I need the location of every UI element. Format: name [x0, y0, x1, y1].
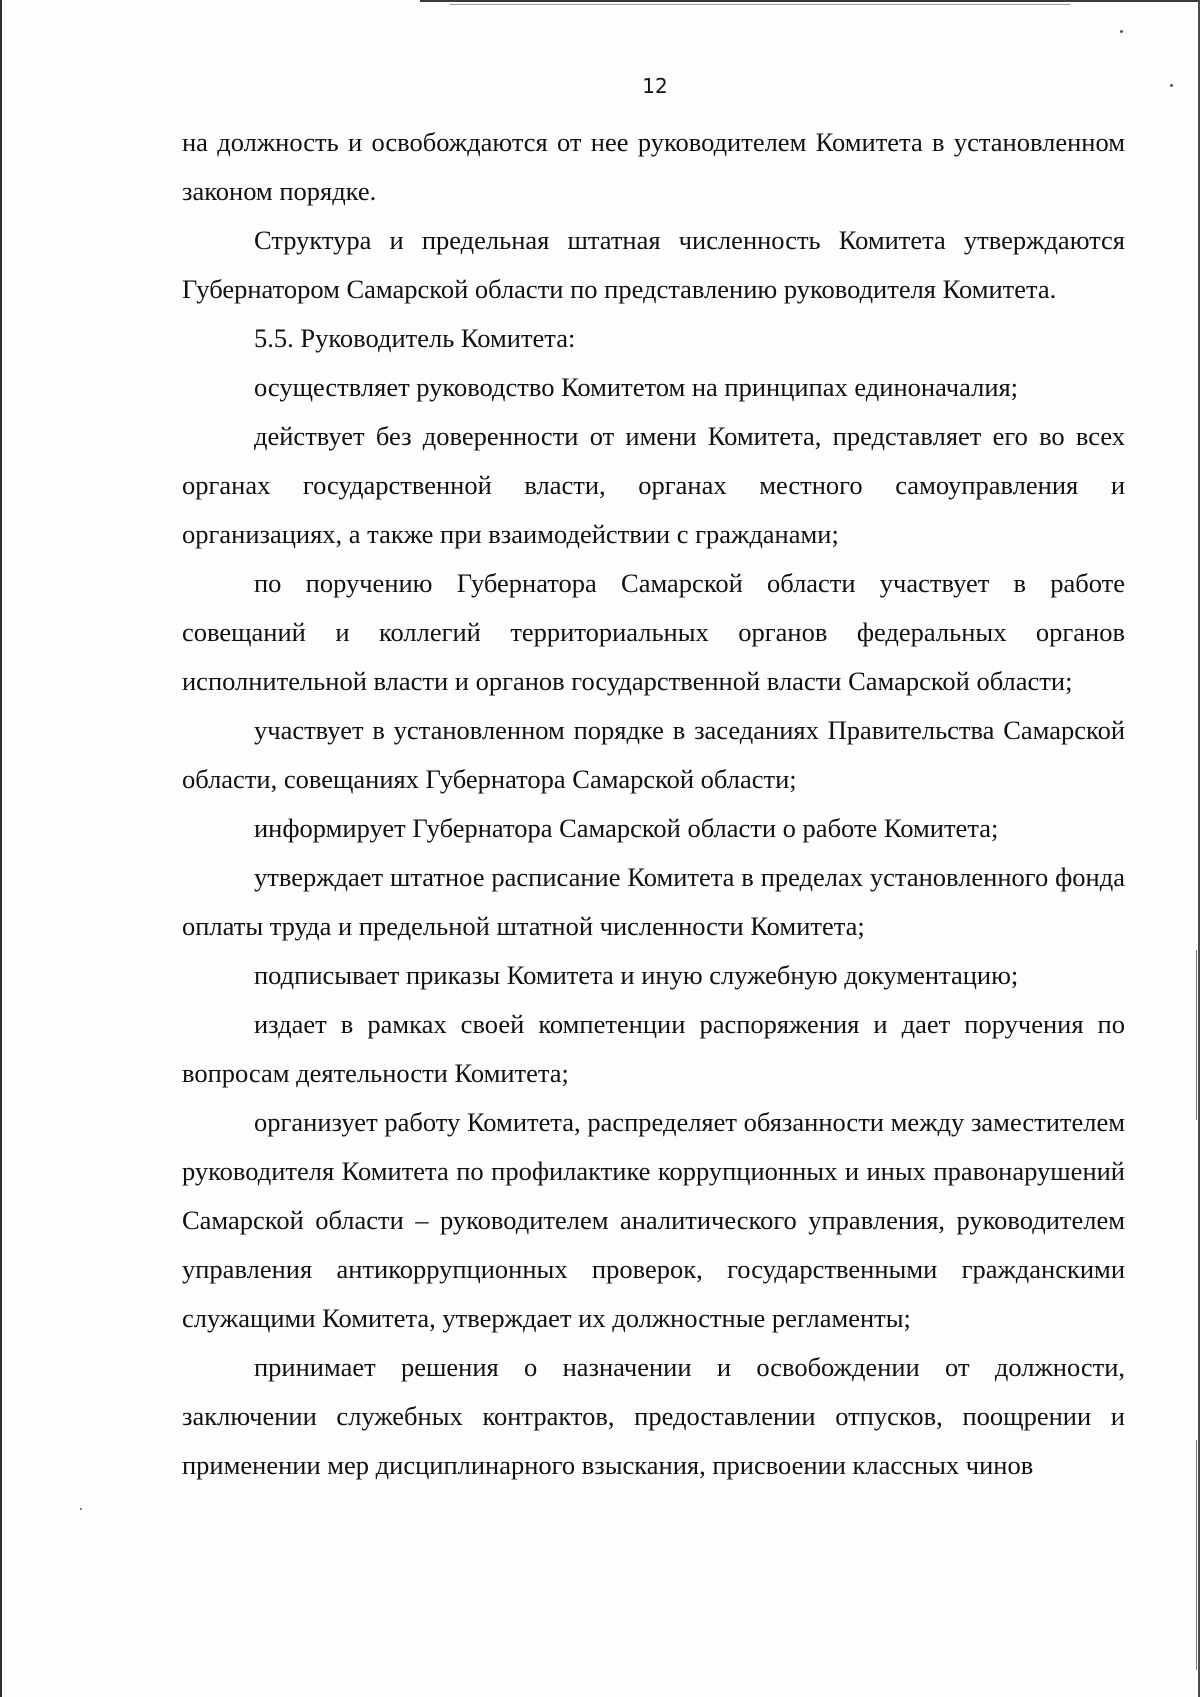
- section-heading: 5.5. Руководитель Комитета:: [254, 323, 576, 353]
- scan-edge-right-segment: [1196, 1440, 1197, 1670]
- scan-edge-top: [420, 0, 1200, 2]
- scan-edge-left: [0, 0, 2, 1697]
- scan-speck: [1120, 30, 1123, 33]
- document-body: [182, 118, 1125, 1490]
- paragraph: по поручению Губернатора Самарской области участвует в работе совещаний и коллегий территориальных органов федеральных органов исполнительной власти и органов государственной власти Самарской области;: [182, 568, 1125, 696]
- paragraph: утверждает штатное расписание Комитета в пределах установленного фонда оплаты труда и предельной штатной численности Комитета;: [182, 862, 1125, 941]
- paragraph: действует без доверенности от имени Комитета, представляет его во всех органах государственной власти, органах местного самоуправления и организациях, а также при взаимодействии с гражданами;: [182, 421, 1125, 549]
- paragraph: на должность и освобождаются от нее руководителем Комитета в установленном законом порядке.: [182, 127, 1125, 206]
- paragraph: организует работу Комитета, распределяет обязанности между заместителем руководителя Комитета по профилактике коррупционных и иных правонарушений Самарской области – руководителем аналитического управления, руководителем управления антикоррупционных проверок, государственными гражданскими служащими Комитета, утверждает их должностные регламенты;: [182, 1107, 1125, 1333]
- paragraph: подписывает приказы Комитета и иную служебную документацию;: [254, 960, 1019, 990]
- paragraph: Структура и предельная штатная численность Комитета утверждаются Губернатором Самарской области по представлению руководителя Комитета.: [182, 225, 1125, 304]
- paragraph: участвует в установленном порядке в заседаниях Правительства Самарской области, совещаниях Губернатора Самарской области;: [182, 715, 1125, 794]
- scan-edge-right-segment: [1196, 950, 1197, 1120]
- page-number: 12: [642, 74, 668, 98]
- paragraph: издает в рамках своей компетенции распоряжения и дает поручения по вопросам деятельности Комитета;: [182, 1009, 1125, 1088]
- scan-edge-top-inner: [450, 4, 1070, 5]
- paragraph: информирует Губернатора Самарской области о работе Комитета;: [254, 813, 999, 843]
- scan-speck: [80, 1508, 82, 1510]
- paragraph: осуществляет руководство Комитетом на принципах единоначалия;: [254, 372, 1019, 402]
- paragraph: принимает решения о назначении и освобождении от должности, заключении служебных контрактов, предоставлении отпусков, поощрении и применении мер дисциплинарного взыскания, присвоении классных чинов: [182, 1352, 1125, 1480]
